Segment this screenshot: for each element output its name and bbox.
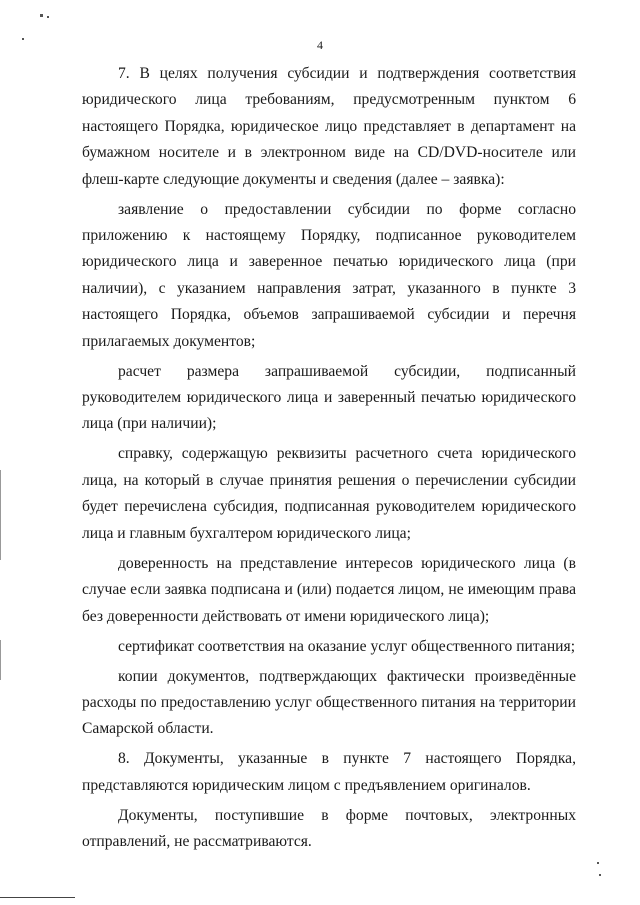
scan-speck: [599, 874, 601, 876]
list-item-application: заявление о предоставлении субсидии по форме согласно приложению к настоящему Порядку, подписанное руководителем юридического лица и заверенное печатью юридического лица (при наличии), с указанием направления затрат, указанного в пункте 3 настоящего Порядка, объемов запрашиваемой субсидии и перечня прилагаемых документов;: [82, 200, 576, 350]
scan-speck: [597, 862, 599, 864]
scan-speck: [40, 14, 43, 17]
paragraph-8-note: Документы, поступившие в форме почтовых, электронных отправлений, не рассматриваются.: [82, 806, 576, 851]
paragraph-7: 7. В целях получения субсидии и подтверждения соответствия юридического лица требованиям, предусмотренным пунктом 6 настоящего Порядка, юридическое лицо представляет в департамент на бумажном носителе и в электронном виде на CD/DVD-носителе или флеш-карте следующие документы и сведения (далее – заявка):: [82, 65, 576, 188]
scan-speck: [22, 38, 24, 40]
paragraph-8: 8. Документы, указанные в пункте 7 настоящего Порядка, представляются юридическим лицом с предъявлением оригиналов.: [82, 750, 576, 794]
list-item-certificate: сертификат соответствия на оказание услуг общественного питания;: [118, 637, 576, 655]
scan-edge-mark: [0, 470, 1, 560]
list-item-power-of-attorney: доверенность на представление интересов юридического лица (в случае если заявка подписана и (или) подается лицом, не имеющим права без доверенности действовать от имени юридического лица);: [82, 554, 576, 625]
list-item-expense-copies: копии документов, подтверждающих фактически произведённые расходы по предоставлению услуг общественного питания на территории Самарской области.: [82, 667, 576, 738]
list-item-bank-details: справку, содержащую реквизиты расчетного счета юридического лица, на который в случае принятия решения о перечислении субсидии будет перечислена субсидия, подписанная руководителем юридического лица и главным бухгалтером юридического лица;: [82, 445, 576, 542]
scan-bottom-line: [0, 897, 75, 898]
scan-speck: [47, 16, 49, 18]
list-item-calculation: расчет размера запрашиваемой субсидии, подписанный руководителем юридического лица и заверенный печатью юридического лица (при наличии);: [82, 362, 576, 433]
document-body: [82, 61, 576, 859]
page-number: 4: [317, 38, 323, 52]
scan-edge-mark: [0, 640, 1, 680]
